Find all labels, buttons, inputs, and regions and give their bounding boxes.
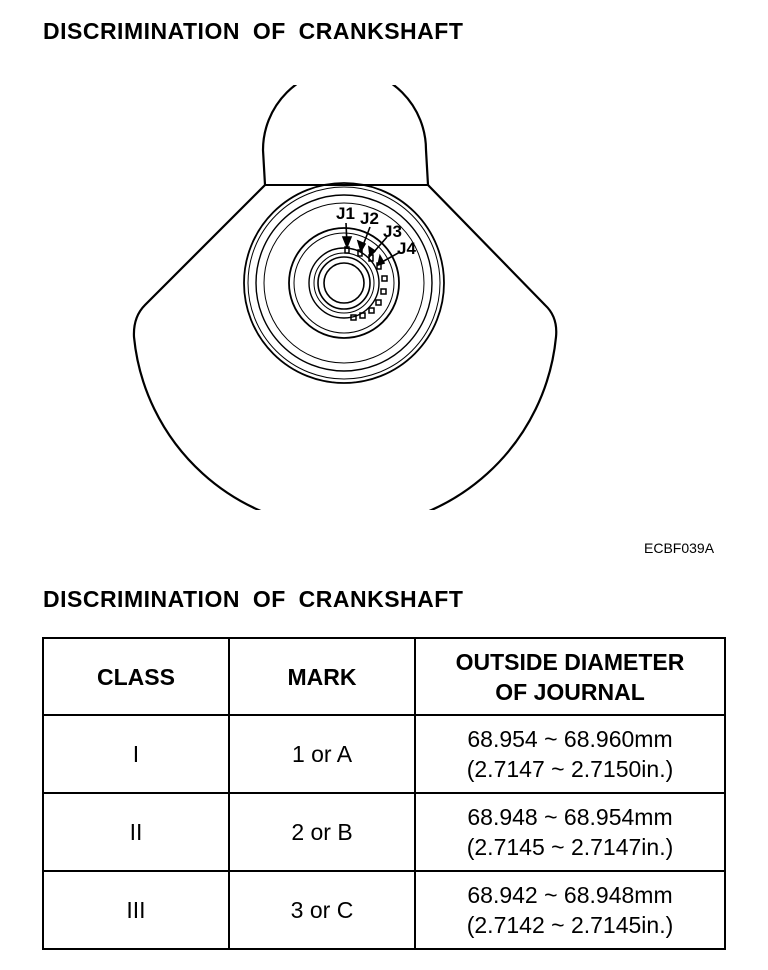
cell-od-mm: 68.942 ~ 68.948mm (467, 882, 673, 908)
counterweight-outline (134, 85, 556, 510)
journal-circle-outer (289, 228, 399, 338)
center-bore (324, 263, 364, 303)
cell-od-inch: (2.7147 ~ 2.7150in.) (466, 756, 674, 782)
table-header-row (43, 638, 725, 715)
cell-class: II (43, 793, 229, 871)
cell-od-inch: (2.7142 ~ 2.7145in.) (466, 912, 674, 938)
cell-mark: 2 or B (229, 793, 415, 871)
crankshaft-class-table (42, 637, 726, 950)
cell-od-inch: (2.7145 ~ 2.7147in.) (466, 834, 674, 860)
journal-circle-4 (314, 253, 374, 313)
journal-label-j4: J4 (397, 239, 416, 258)
cell-mark: 3 or C (229, 871, 415, 949)
cell-class: I (43, 715, 229, 793)
cell-class: III (43, 871, 229, 949)
cell-outside-diameter (415, 715, 725, 793)
header-od-line2: OF JOURNAL (495, 678, 645, 705)
cell-mark: 1 or A (229, 715, 415, 793)
cell-outside-diameter (415, 871, 725, 949)
crankshaft-diagram (130, 85, 560, 510)
table-row (43, 871, 725, 949)
header-outside-diameter (415, 638, 725, 715)
table-row (43, 793, 725, 871)
journal-label-j2: J2 (360, 209, 379, 228)
header-mark: MARK (229, 638, 415, 715)
header-od-line1: OUTSIDE DIAMETER (455, 648, 685, 675)
header-class: CLASS (43, 638, 229, 715)
table-heading: DISCRIMINATION OF CRANKSHAFT (43, 586, 464, 612)
cell-od-mm: 68.948 ~ 68.954mm (467, 804, 673, 830)
figure-code: ECBF039A (644, 540, 715, 556)
cell-od-mm: 68.954 ~ 68.960mm (467, 726, 673, 752)
journal-label-j3: J3 (383, 222, 402, 241)
page-heading-top: DISCRIMINATION OF CRANKSHAFT (43, 18, 464, 44)
journal-label-j1: J1 (336, 204, 355, 223)
table-row (43, 715, 725, 793)
cell-outside-diameter (415, 793, 725, 871)
journal-circle-5 (318, 257, 370, 309)
